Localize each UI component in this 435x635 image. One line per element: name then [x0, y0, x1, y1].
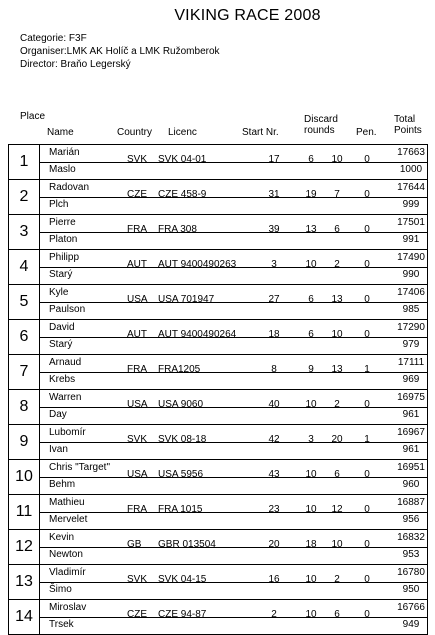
table-row	[9, 320, 428, 355]
country: SVK	[127, 434, 148, 445]
header-discard: Discard	[304, 114, 338, 125]
total-points: 1000	[399, 164, 423, 175]
first-name: Marián	[49, 147, 80, 158]
licence: USA 9060	[158, 399, 204, 410]
place-cell: 8	[9, 390, 40, 425]
table-row	[9, 355, 428, 390]
discard-round-1: 10	[305, 574, 317, 585]
last-name: Starý	[49, 269, 73, 280]
discard-round-1: 18	[305, 539, 317, 550]
penalty: 0	[364, 189, 370, 200]
discard-round-2: 20	[331, 434, 343, 445]
start-number: 40	[268, 399, 280, 410]
category-line: Categorie: F3F	[20, 33, 87, 44]
document-title: VIKING RACE 2008	[174, 7, 321, 24]
entry-cell	[40, 180, 428, 215]
total-points: 990	[402, 269, 420, 280]
country: USA	[127, 399, 148, 410]
start-number: 39	[268, 224, 280, 235]
country: AUT	[127, 329, 147, 340]
entry-cell	[40, 250, 428, 285]
discard-round-1: 10	[305, 399, 317, 410]
total-points: 969	[402, 374, 420, 385]
start-number: 31	[268, 189, 280, 200]
total-points: 960	[402, 479, 420, 490]
penalty: 0	[364, 574, 370, 585]
discard-round-1: 10	[305, 469, 317, 480]
first-name: Kevin	[49, 532, 75, 543]
start-number: 2	[271, 609, 277, 620]
table-row	[9, 460, 428, 495]
total-score: 17290	[397, 322, 425, 333]
entry-cell	[40, 460, 428, 495]
place-cell: 10	[9, 460, 40, 495]
entry-cell	[40, 495, 428, 530]
last-name: Trsek	[49, 619, 74, 630]
place-cell: 11	[9, 495, 40, 530]
discard-round-1: 6	[308, 294, 314, 305]
entry-cell	[40, 565, 428, 600]
start-number: 23	[268, 504, 280, 515]
last-name: Starý	[49, 339, 73, 350]
table-row	[9, 495, 428, 530]
first-name: Kyle	[49, 287, 69, 298]
table-row	[9, 250, 428, 285]
discard-round-1: 19	[305, 189, 317, 200]
licence: AUT 9400490264	[158, 329, 237, 340]
entry-cell	[40, 600, 428, 635]
discard-round-2: 12	[331, 504, 343, 515]
total-points: 961	[402, 409, 420, 420]
penalty: 0	[364, 399, 370, 410]
discard-round-2: 10	[331, 329, 343, 340]
last-name: Šimo	[49, 584, 72, 595]
licence: CZE 458-9	[158, 189, 207, 200]
start-number: 18	[268, 329, 280, 340]
penalty: 1	[364, 434, 370, 445]
licence: SVK 08-18	[158, 434, 207, 445]
last-name: Krebs	[49, 374, 76, 385]
licence: CZE 94-87	[158, 609, 207, 620]
entry-cell	[40, 215, 428, 250]
header-total: Total	[394, 114, 416, 125]
table-row	[9, 215, 428, 250]
total-score: 17501	[397, 217, 425, 228]
last-name: Paulson	[49, 304, 86, 315]
total-points: 979	[402, 339, 420, 350]
table-row	[9, 600, 428, 635]
start-number: 8	[271, 364, 277, 375]
last-name: Mervelet	[49, 514, 88, 525]
total-score: 16951	[397, 462, 425, 473]
first-name: David	[49, 322, 75, 333]
place-cell: 2	[9, 180, 40, 215]
total-score: 17644	[397, 182, 425, 193]
place-cell: 12	[9, 530, 40, 565]
header-country: Country	[117, 127, 153, 138]
header-place: Place	[20, 111, 46, 122]
place-cell: 9	[9, 425, 40, 460]
discard-round-2: 13	[331, 294, 343, 305]
start-number: 3	[271, 259, 277, 270]
start-number: 42	[268, 434, 280, 445]
entry-cell	[40, 320, 428, 355]
last-name: Behm	[49, 479, 76, 490]
discard-round-1: 10	[305, 609, 317, 620]
first-name: Lubomír	[49, 427, 86, 438]
last-name: Maslo	[49, 164, 76, 175]
director-line: Director: Braňo Legerský	[20, 59, 131, 70]
table-row	[9, 285, 428, 320]
start-number: 17	[268, 154, 280, 165]
entry-cell	[40, 390, 428, 425]
discard-round-1: 10	[305, 504, 317, 515]
discard-round-2: 10	[331, 154, 343, 165]
penalty: 0	[364, 259, 370, 270]
total-score: 16832	[397, 532, 425, 543]
place-cell: 3	[9, 215, 40, 250]
discard-round-1: 9	[308, 364, 314, 375]
last-name: Day	[49, 409, 67, 420]
place-cell: 6	[9, 320, 40, 355]
total-score: 17111	[397, 357, 425, 368]
place-cell: 5	[9, 285, 40, 320]
table-row	[9, 530, 428, 565]
penalty: 0	[364, 609, 370, 620]
header-licence: Licenc	[168, 127, 197, 138]
total-score: 16887	[397, 497, 425, 508]
last-name: Platon	[49, 234, 78, 245]
last-name: Newton	[49, 549, 83, 560]
header-penalty: Pen.	[356, 127, 377, 138]
start-number: 16	[268, 574, 280, 585]
place-cell: 1	[9, 145, 40, 180]
header-rounds: rounds	[304, 125, 335, 136]
penalty: 0	[364, 294, 370, 305]
total-score: 16967	[397, 427, 425, 438]
total-score: 17663	[397, 147, 425, 158]
country: FRA	[127, 364, 147, 375]
penalty: 0	[364, 504, 370, 515]
table-row	[9, 145, 428, 180]
discard-round-2: 2	[334, 574, 340, 585]
penalty: 0	[364, 329, 370, 340]
discard-round-2: 6	[334, 609, 340, 620]
country: CZE	[127, 189, 147, 200]
discard-round-1: 6	[308, 329, 314, 340]
discard-round-2: 2	[334, 399, 340, 410]
start-number: 20	[268, 539, 280, 550]
total-points: 953	[402, 549, 420, 560]
licence: FRA 308	[158, 224, 197, 235]
licence: SVK 04-15	[158, 574, 207, 585]
licence: GBR 013504	[158, 539, 216, 550]
discard-round-1: 3	[308, 434, 314, 445]
penalty: 0	[364, 469, 370, 480]
entry-cell	[40, 145, 428, 180]
country: SVK	[127, 574, 148, 585]
total-score: 17490	[397, 252, 425, 263]
table-row	[9, 565, 428, 600]
first-name: Miroslav	[49, 602, 87, 613]
first-name: Mathieu	[49, 497, 85, 508]
header-start-nr: Start Nr.	[242, 127, 279, 138]
organiser-line: Organiser:LMK AK Holíč a LMK Ružomberok	[20, 46, 220, 57]
first-name: Arnaud	[49, 357, 82, 368]
total-points: 956	[402, 514, 420, 525]
entry-cell	[40, 530, 428, 565]
penalty: 1	[364, 364, 370, 375]
first-name: Vladimír	[49, 567, 86, 578]
discard-round-2: 10	[331, 539, 343, 550]
licence: AUT 9400490263	[158, 259, 237, 270]
licence: FRA 1015	[158, 504, 203, 515]
country: GB	[127, 539, 142, 550]
last-name: Ivan	[49, 444, 68, 455]
last-name: Plch	[49, 199, 69, 210]
place-cell: 14	[9, 600, 40, 635]
total-score: 16780	[397, 567, 425, 578]
country: USA	[127, 469, 148, 480]
total-score: 16975	[397, 392, 425, 403]
header-name: Name	[47, 127, 74, 138]
country: SVK	[127, 154, 148, 165]
discard-round-1: 13	[305, 224, 317, 235]
place-cell: 4	[9, 250, 40, 285]
penalty: 0	[364, 154, 370, 165]
penalty: 0	[364, 539, 370, 550]
start-number: 43	[268, 469, 280, 480]
first-name: Warren	[49, 392, 82, 403]
entry-cell	[40, 285, 428, 320]
entry-cell	[40, 425, 428, 460]
total-points: 950	[402, 584, 420, 595]
start-number: 27	[268, 294, 280, 305]
total-points: 991	[402, 234, 420, 245]
table-row	[9, 180, 428, 215]
first-name: Pierre	[49, 217, 76, 228]
first-name: Chris "Target"	[49, 462, 111, 473]
country: CZE	[127, 609, 147, 620]
results-table	[8, 144, 428, 635]
total-score: 17406	[397, 287, 425, 298]
place-cell: 7	[9, 355, 40, 390]
table-row	[9, 390, 428, 425]
discard-round-2: 13	[331, 364, 343, 375]
country: USA	[127, 294, 148, 305]
discard-round-2: 2	[334, 259, 340, 270]
penalty: 0	[364, 224, 370, 235]
discard-round-2: 6	[334, 224, 340, 235]
country: FRA	[127, 224, 147, 235]
place-cell: 13	[9, 565, 40, 600]
licence: FRA1205	[158, 364, 201, 375]
table-row	[9, 425, 428, 460]
header-points: Points	[394, 125, 422, 136]
total-points: 949	[402, 619, 420, 630]
licence: SVK 04-01	[158, 154, 207, 165]
total-points: 985	[402, 304, 420, 315]
licence: USA 5956	[158, 469, 204, 480]
total-points: 961	[402, 444, 420, 455]
entry-cell	[40, 355, 428, 390]
first-name: Philipp	[49, 252, 80, 263]
discard-round-2: 6	[334, 469, 340, 480]
licence: USA 701947	[158, 294, 215, 305]
country: AUT	[127, 259, 147, 270]
total-points: 999	[402, 199, 420, 210]
discard-round-1: 10	[305, 259, 317, 270]
total-score: 16766	[397, 602, 425, 613]
discard-round-1: 6	[308, 154, 314, 165]
discard-round-2: 7	[334, 189, 340, 200]
first-name: Radovan	[49, 182, 90, 193]
country: FRA	[127, 504, 147, 515]
results-body	[9, 145, 428, 635]
